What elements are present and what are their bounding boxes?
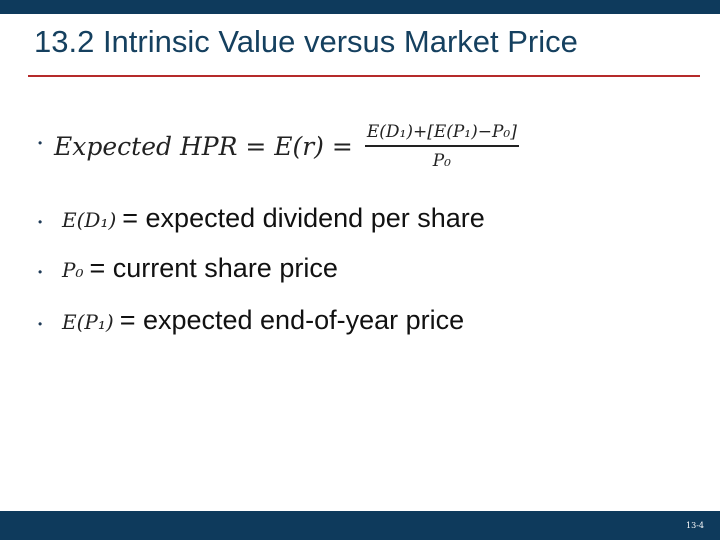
formula-fraction — [365, 122, 519, 171]
bullet-marker: • — [38, 317, 43, 331]
definition-text: = current share price — [89, 253, 338, 283]
title-divider — [28, 75, 700, 77]
slide-title: 13.2 Intrinsic Value versus Market Price — [34, 24, 578, 59]
fraction-denominator: P₀ — [432, 150, 451, 171]
top-bar — [0, 0, 720, 14]
formula-lhs: Expected HPR = E(r) = — [54, 131, 353, 161]
definition-text: = expected end-of-year price — [119, 305, 465, 335]
symbol-expected-dividend: E(D₁) — [62, 208, 117, 232]
fraction-numerator: E(D₁)+[E(P₁)−P₀] — [365, 122, 519, 147]
definition-end-price — [62, 305, 464, 336]
definition-text: = expected dividend per share — [122, 203, 485, 233]
symbol-current-price: P₀ — [62, 258, 84, 282]
bullet-marker: • — [38, 265, 43, 279]
bullet-marker: • — [38, 215, 43, 229]
symbol-expected-end-price: E(P₁) — [62, 310, 114, 334]
bottom-bar — [0, 511, 720, 540]
page-number: 13-4 — [686, 521, 704, 530]
bullet-marker: • — [38, 136, 43, 150]
definition-dividend — [62, 203, 485, 234]
hpr-formula — [54, 115, 519, 177]
definition-current-price — [62, 253, 338, 284]
